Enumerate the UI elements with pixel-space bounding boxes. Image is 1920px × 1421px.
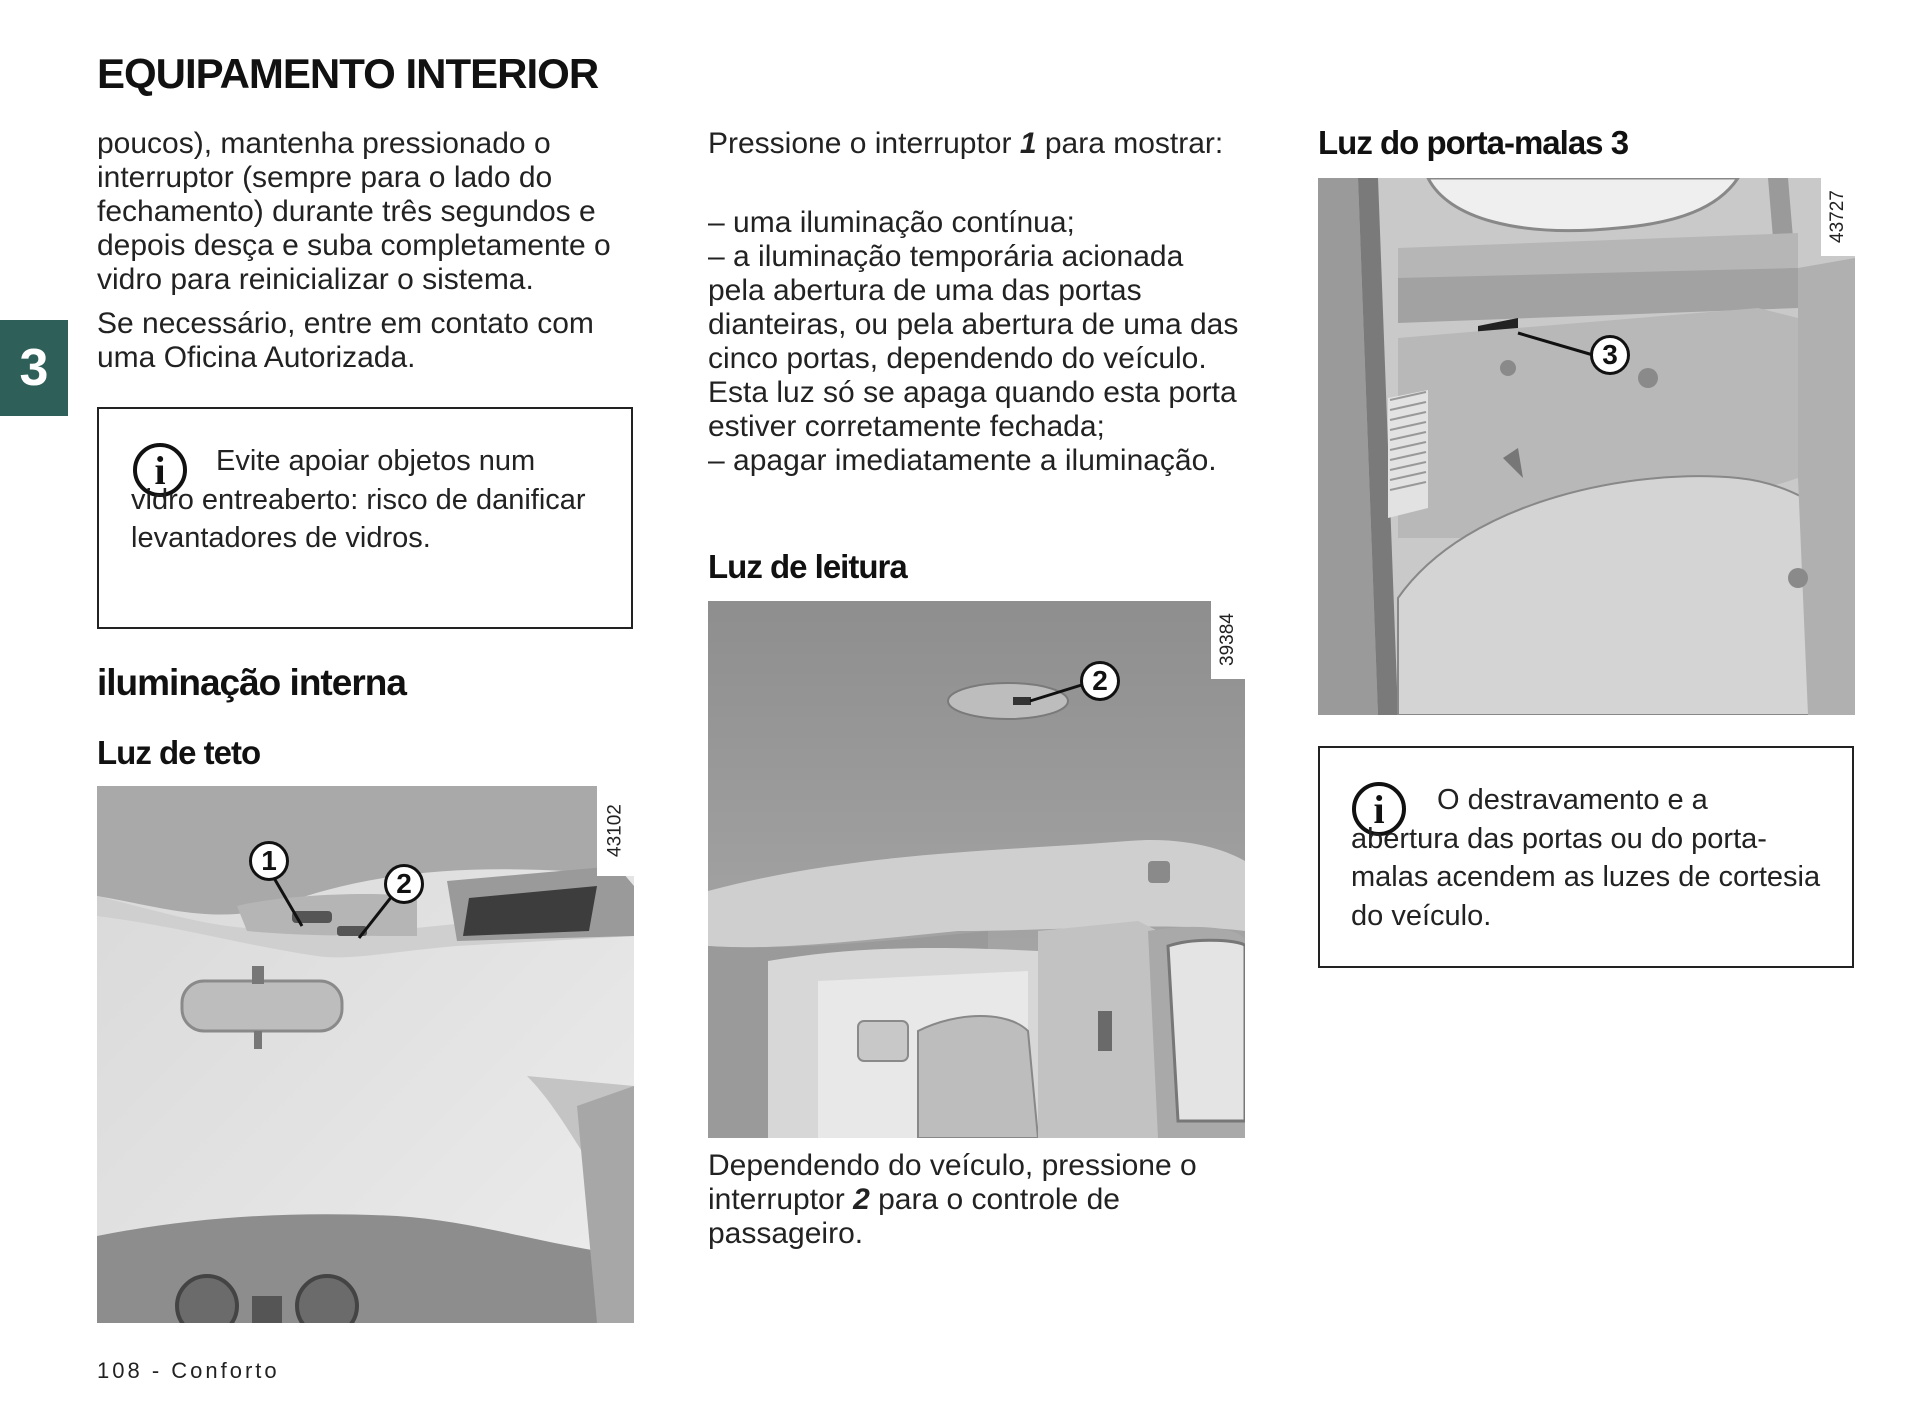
info-icon: i (1352, 782, 1406, 836)
intro-text-after: para mostrar: (1036, 127, 1224, 160)
reference-2: 2 (853, 1183, 870, 1216)
figure-code: 39384 (1211, 601, 1245, 679)
trunk-light-illustration (1318, 178, 1855, 715)
reference-1: 1 (1019, 127, 1037, 160)
paragraph-reset-window: poucos), mantenha pressionado o interruptor (sempre para o lado do fechamento) durante três segundos e depois desça e suba completamente o vidro para reinicializar o sistema. (97, 127, 611, 296)
reading-light-illustration (708, 601, 1245, 1138)
info-box-text: Evite apoiar objetos num vidro entreaberto: risco de danificar levantadores de vidros. (131, 445, 586, 554)
figure-reading-light (708, 601, 1245, 1138)
caption-text-after: para o controle de passageiro. (708, 1183, 1120, 1250)
info-box-window-warning (97, 407, 633, 629)
figure-code: 43727 (1821, 178, 1855, 256)
list-item: – a iluminação temporária acionada pela abertura de uma das portas dianteiras, ou pela abertura de uma das cinco portas, dependendo do veículo. Esta luz só se apaga quando esta porta estiver corretamente fechada; (708, 240, 1239, 443)
paragraph-workshop: Se necessário, entre em contato com uma Oficina Autorizada. (97, 307, 594, 374)
intro-text-before: Pressione o interruptor (708, 127, 1020, 160)
subsection-title-trunk-light: Luz do porta-malas 3 (1318, 124, 1629, 161)
page-footer: 108 - Conforto (97, 1358, 280, 1383)
callout-1: 1 (249, 841, 289, 881)
chapter-tab: 3 (0, 320, 68, 416)
paragraph-switch-intro (708, 127, 1248, 161)
figure-ceiling-light (97, 786, 634, 1323)
callout-3: 3 (1590, 335, 1630, 375)
figure-trunk-light (1318, 178, 1855, 715)
list-item: – uma iluminação contínua; (708, 206, 1075, 239)
list-item: – apagar imediatamente a iluminação. (708, 444, 1217, 477)
subsection-title-reading-light: Luz de leitura (708, 548, 907, 585)
info-box-courtesy-lights (1318, 746, 1854, 968)
figure-code: 43102 (597, 786, 634, 876)
info-box-text: O destravamento e a abertura das portas ou do porta-malas acendem as luzes de cortesia do veículo. (1351, 784, 1821, 932)
info-icon: i (133, 443, 187, 497)
options-list (708, 206, 1248, 478)
subsection-title-ceiling-light: Luz de teto (97, 734, 261, 771)
page-title: EQUIPAMENTO INTERIOR (97, 50, 599, 97)
callout-2: 2 (384, 864, 424, 904)
ceiling-light-illustration (97, 786, 634, 1323)
callout-2: 2 (1080, 661, 1120, 701)
figure-caption-reading-light (708, 1149, 1248, 1251)
caption-text-before: Dependendo do veículo, pressione o interruptor (708, 1149, 1197, 1216)
section-title-internal-lighting: iluminação interna (97, 662, 406, 703)
